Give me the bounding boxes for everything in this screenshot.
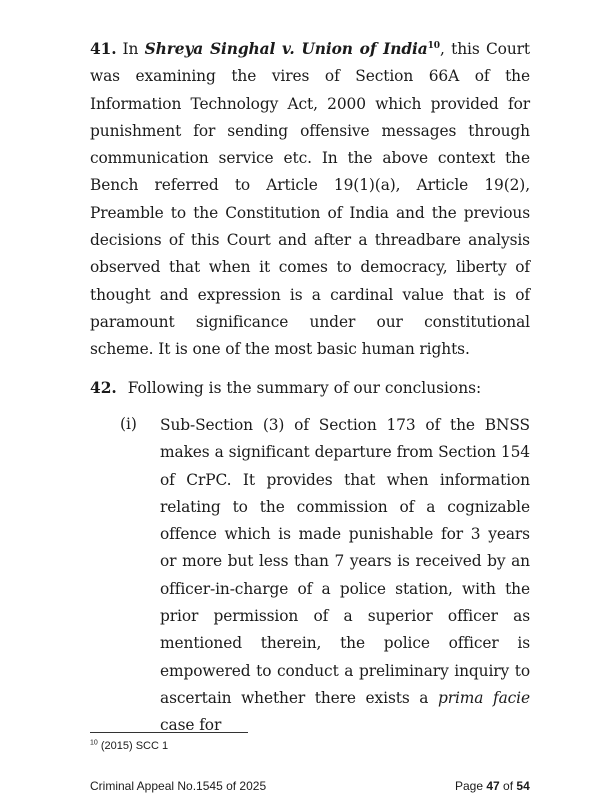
footnote-marker: 10 (90, 739, 98, 747)
footer-case-number: Criminal Appeal No.1545 of 2025 (90, 779, 267, 793)
paragraph-intro: In (122, 40, 145, 58)
page-current: 47 (486, 779, 500, 793)
footnote (90, 739, 168, 753)
paragraph-number: 41. (90, 40, 117, 58)
paragraph-42 (90, 376, 530, 400)
page-of: of (499, 779, 517, 793)
footer-page-number (455, 778, 530, 794)
footnote-text: (2015) SCC 1 (97, 740, 169, 752)
paragraph-41 (90, 36, 530, 364)
list-item-text-end: case for (160, 716, 222, 735)
page-total: 54 (516, 779, 530, 793)
list-item-text-main: Sub-Section (3) of Section 173 of the BNSS makes a significant departure from Section 154 of CrPC. It provides that when information relating to the commission of a cognizable offence which is made punishable for 3 years or more but less than 7 years is received by an officer-in-charge of a police station, with the prior permission of a superior officer as mentioned therein, the police officer is empowered to conduct a preliminary inquiry to ascertain whether there exists a (160, 416, 530, 707)
italic-phrase: prima facie (437, 688, 530, 707)
footnote-reference[interactable]: 10 (427, 40, 440, 51)
case-citation: Shreya Singhal v. Union of India (144, 40, 428, 58)
footnote-divider (90, 732, 248, 733)
paragraph-number: 42. (90, 379, 117, 397)
paragraph-text: Following is the summary of our conclusions: (127, 379, 482, 397)
paragraph-text: , this Court was examining the vires of Section 66A of the Information Technology Act, 2000 which provided for punishment for sending offensive messages through communication service etc. In the above context the Bench referred to Article 19(1)(a), Article 19(2), Preamble to the Constitution of India and the previous decisions of this Court and after a threadbare analysis observed that when it comes to democracy, liberty of thought and expression is a cardinal value that is of paramount significance under our constitutional scheme. It is one of the most basic human rights. (90, 40, 530, 359)
list-item-label: (i) (120, 415, 137, 433)
list-item-text (160, 412, 530, 740)
page-prefix: Page (455, 779, 487, 793)
